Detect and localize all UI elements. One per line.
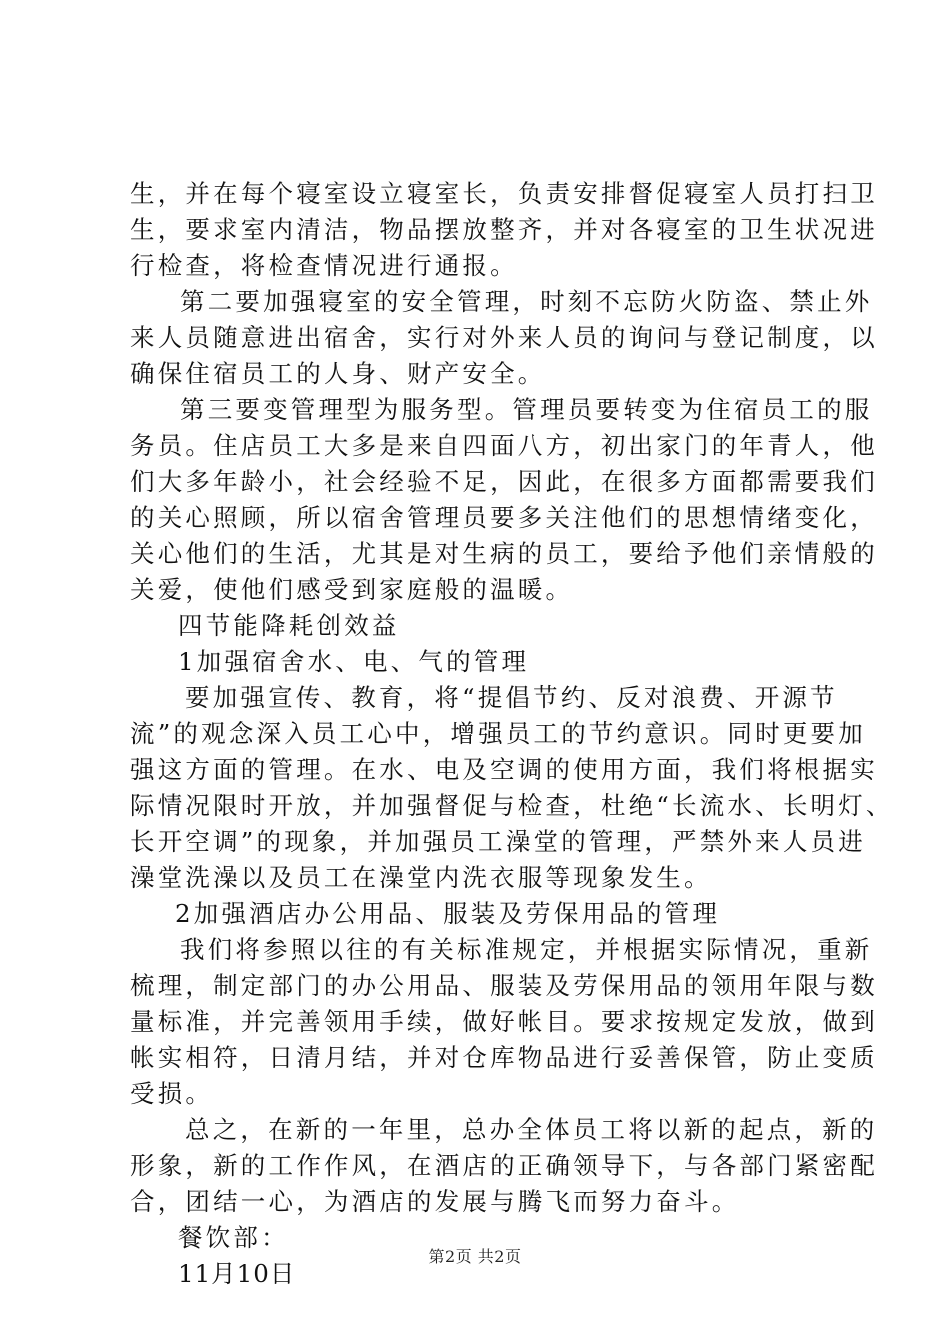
paragraph-first-line: 总之，在新的一年里，总办全体员工将以新的起点，新的 bbox=[185, 1115, 878, 1144]
body-line: 澡堂洗澡以及员工在澡堂内洗衣服等现象发生。 bbox=[130, 863, 712, 892]
body-line: 帐实相符，日清月结，并对仓库物品进行妥善保管，防止变质 bbox=[130, 1043, 878, 1072]
subsection-heading: 2加强酒店办公用品、服装及劳保用品的管理 bbox=[175, 899, 721, 928]
page-number-footer: 第2页 共2页 bbox=[428, 1247, 522, 1266]
body-line: 的关心照顾，所以宿舍管理员要多关注他们的思想情绪变化， bbox=[130, 503, 878, 532]
body-line: 生，并在每个寝室设立寝室长，负责安排督促寝室人员打扫卫 bbox=[130, 179, 878, 208]
body-line: 合，团结一心，为酒店的发展与腾飞而努力奋斗。 bbox=[130, 1187, 740, 1216]
body-line: 长开空调”的现象，并加强员工澡堂的管理，严禁外来人员进 bbox=[130, 827, 866, 856]
body-line: 受损。 bbox=[130, 1079, 214, 1108]
body-line: 行检查，将检查情况进行通报。 bbox=[130, 251, 518, 280]
paragraph-first-line: 我们将参照以往的有关标准规定，并根据实际情况，重新 bbox=[180, 935, 873, 964]
paragraph-first-line: 第二要加强寝室的安全管理，时刻不忘防火防盗、禁止外 bbox=[180, 287, 873, 316]
paragraph-first-line: 要加强宣传、教育，将“提倡节约、反对浪费、开源节 bbox=[185, 683, 838, 712]
body-line: 们大多年龄小，社会经验不足，因此，在很多方面都需要我们 bbox=[130, 467, 878, 496]
body-line: 强这方面的管理。在水、电及空调的使用方面，我们将根据实 bbox=[130, 755, 878, 784]
body-line: 关心他们的生活，尤其是对生病的员工，要给予他们亲情般的 bbox=[130, 539, 878, 568]
body-line: 量标准，并完善领用手续，做好帐目。要求按规定发放，做到 bbox=[130, 1007, 878, 1036]
body-line: 际情况限时开放，并加强督促与检查，杜绝“长流水、长明灯、 bbox=[130, 791, 894, 820]
body-line: 流”的观念深入员工心中，增强员工的节约意识。同时更要加 bbox=[130, 719, 866, 748]
body-line: 形象，新的工作作风，在酒店的正确领导下，与各部门紧密配 bbox=[130, 1151, 878, 1180]
signature-date: 11月10日 bbox=[178, 1259, 296, 1288]
body-line: 生，要求室内清洁，物品摆放整齐，并对各寝室的卫生状况进 bbox=[130, 215, 878, 244]
body-line: 确保住宿员工的人身、财产安全。 bbox=[130, 359, 546, 388]
paragraph-first-line: 第三要变管理型为服务型。管理员要转变为住宿员工的服 bbox=[180, 395, 873, 424]
body-line: 务员。住店员工大多是来自四面八方，初出家门的年青人，他 bbox=[130, 431, 878, 460]
body-line: 来人员随意进出宿舍，实行对外来人员的询问与登记制度，以 bbox=[130, 323, 878, 352]
signature-department: 餐饮部： bbox=[178, 1223, 289, 1252]
body-line: 关爱，使他们感受到家庭般的温暖。 bbox=[130, 575, 574, 604]
section-heading: 四节能降耗创效益 bbox=[178, 611, 400, 640]
subsection-heading: 1加强宿舍水、电、气的管理 bbox=[178, 647, 530, 676]
body-line: 梳理，制定部门的办公用品、服装及劳保用品的领用年限与数 bbox=[130, 971, 878, 1000]
